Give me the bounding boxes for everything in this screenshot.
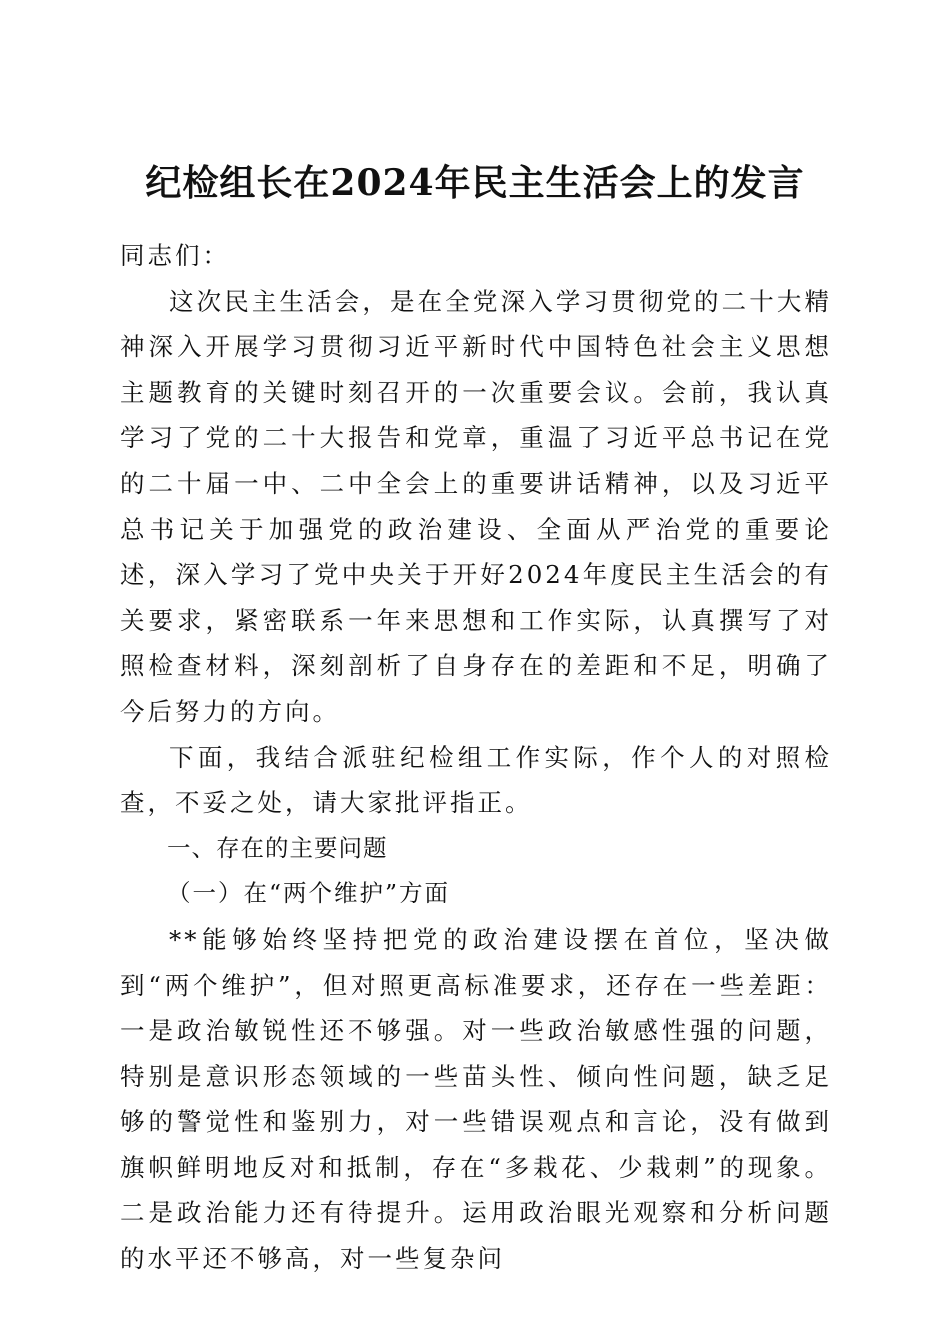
- paragraph-transition: 下面，我结合派驻纪检组工作实际，作个人的对照检查，不妥之处，请大家批评指正。: [120, 742, 832, 818]
- section-heading: 一、存在的主要问题: [167, 833, 388, 862]
- subsection-heading: （一）在“两个维护”方面: [167, 879, 451, 908]
- paragraph-two-safeguards: **能够始终坚持把党的政治建设摆在首位，坚决做到“两个维护”，但对照更高标准要求，还存在一些差距：一是政治敏锐性还不够强。对一些政治敏感性强的问题，特别是意识形态领域的一些苗头性、倾向性问题，缺乏足够的警觉性和鉴别力，对一些错误观点和言论，没有做到旗帜鲜明地反对和抵制，存在“多栽花、少栽刺”的现象。二是政治能力还有待提升。运用政治眼光观察和分析问题的水平还不够高，对一些复杂问: [120, 924, 832, 1274]
- salutation: 同志们：: [120, 241, 230, 270]
- document-title: 纪检组长在2024年民主生活会上的发言: [145, 162, 805, 205]
- document-body: [120, 233, 832, 1282]
- paragraph-intro: 这次民主生活会，是在全党深入学习贯彻党的二十大精神深入开展学习贯彻习近平新时代中国特色社会主义思想主题教育的关键时刻召开的一次重要会议。会前，我认真学习了党的二十大报告和党章，重温了习近平总书记在党的二十届一中、二中全会上的重要讲话精神，以及习近平总书记关于加强党的政治建设、全面从严治党的重要论述，深入学习了党中央关于开好2024年度民主生活会的有关要求，紧密联系一年来思想和工作实际，认真撰写了对照检查材料，深刻剖析了自身存在的差距和不足，明确了今后努力的方向。: [120, 286, 832, 726]
